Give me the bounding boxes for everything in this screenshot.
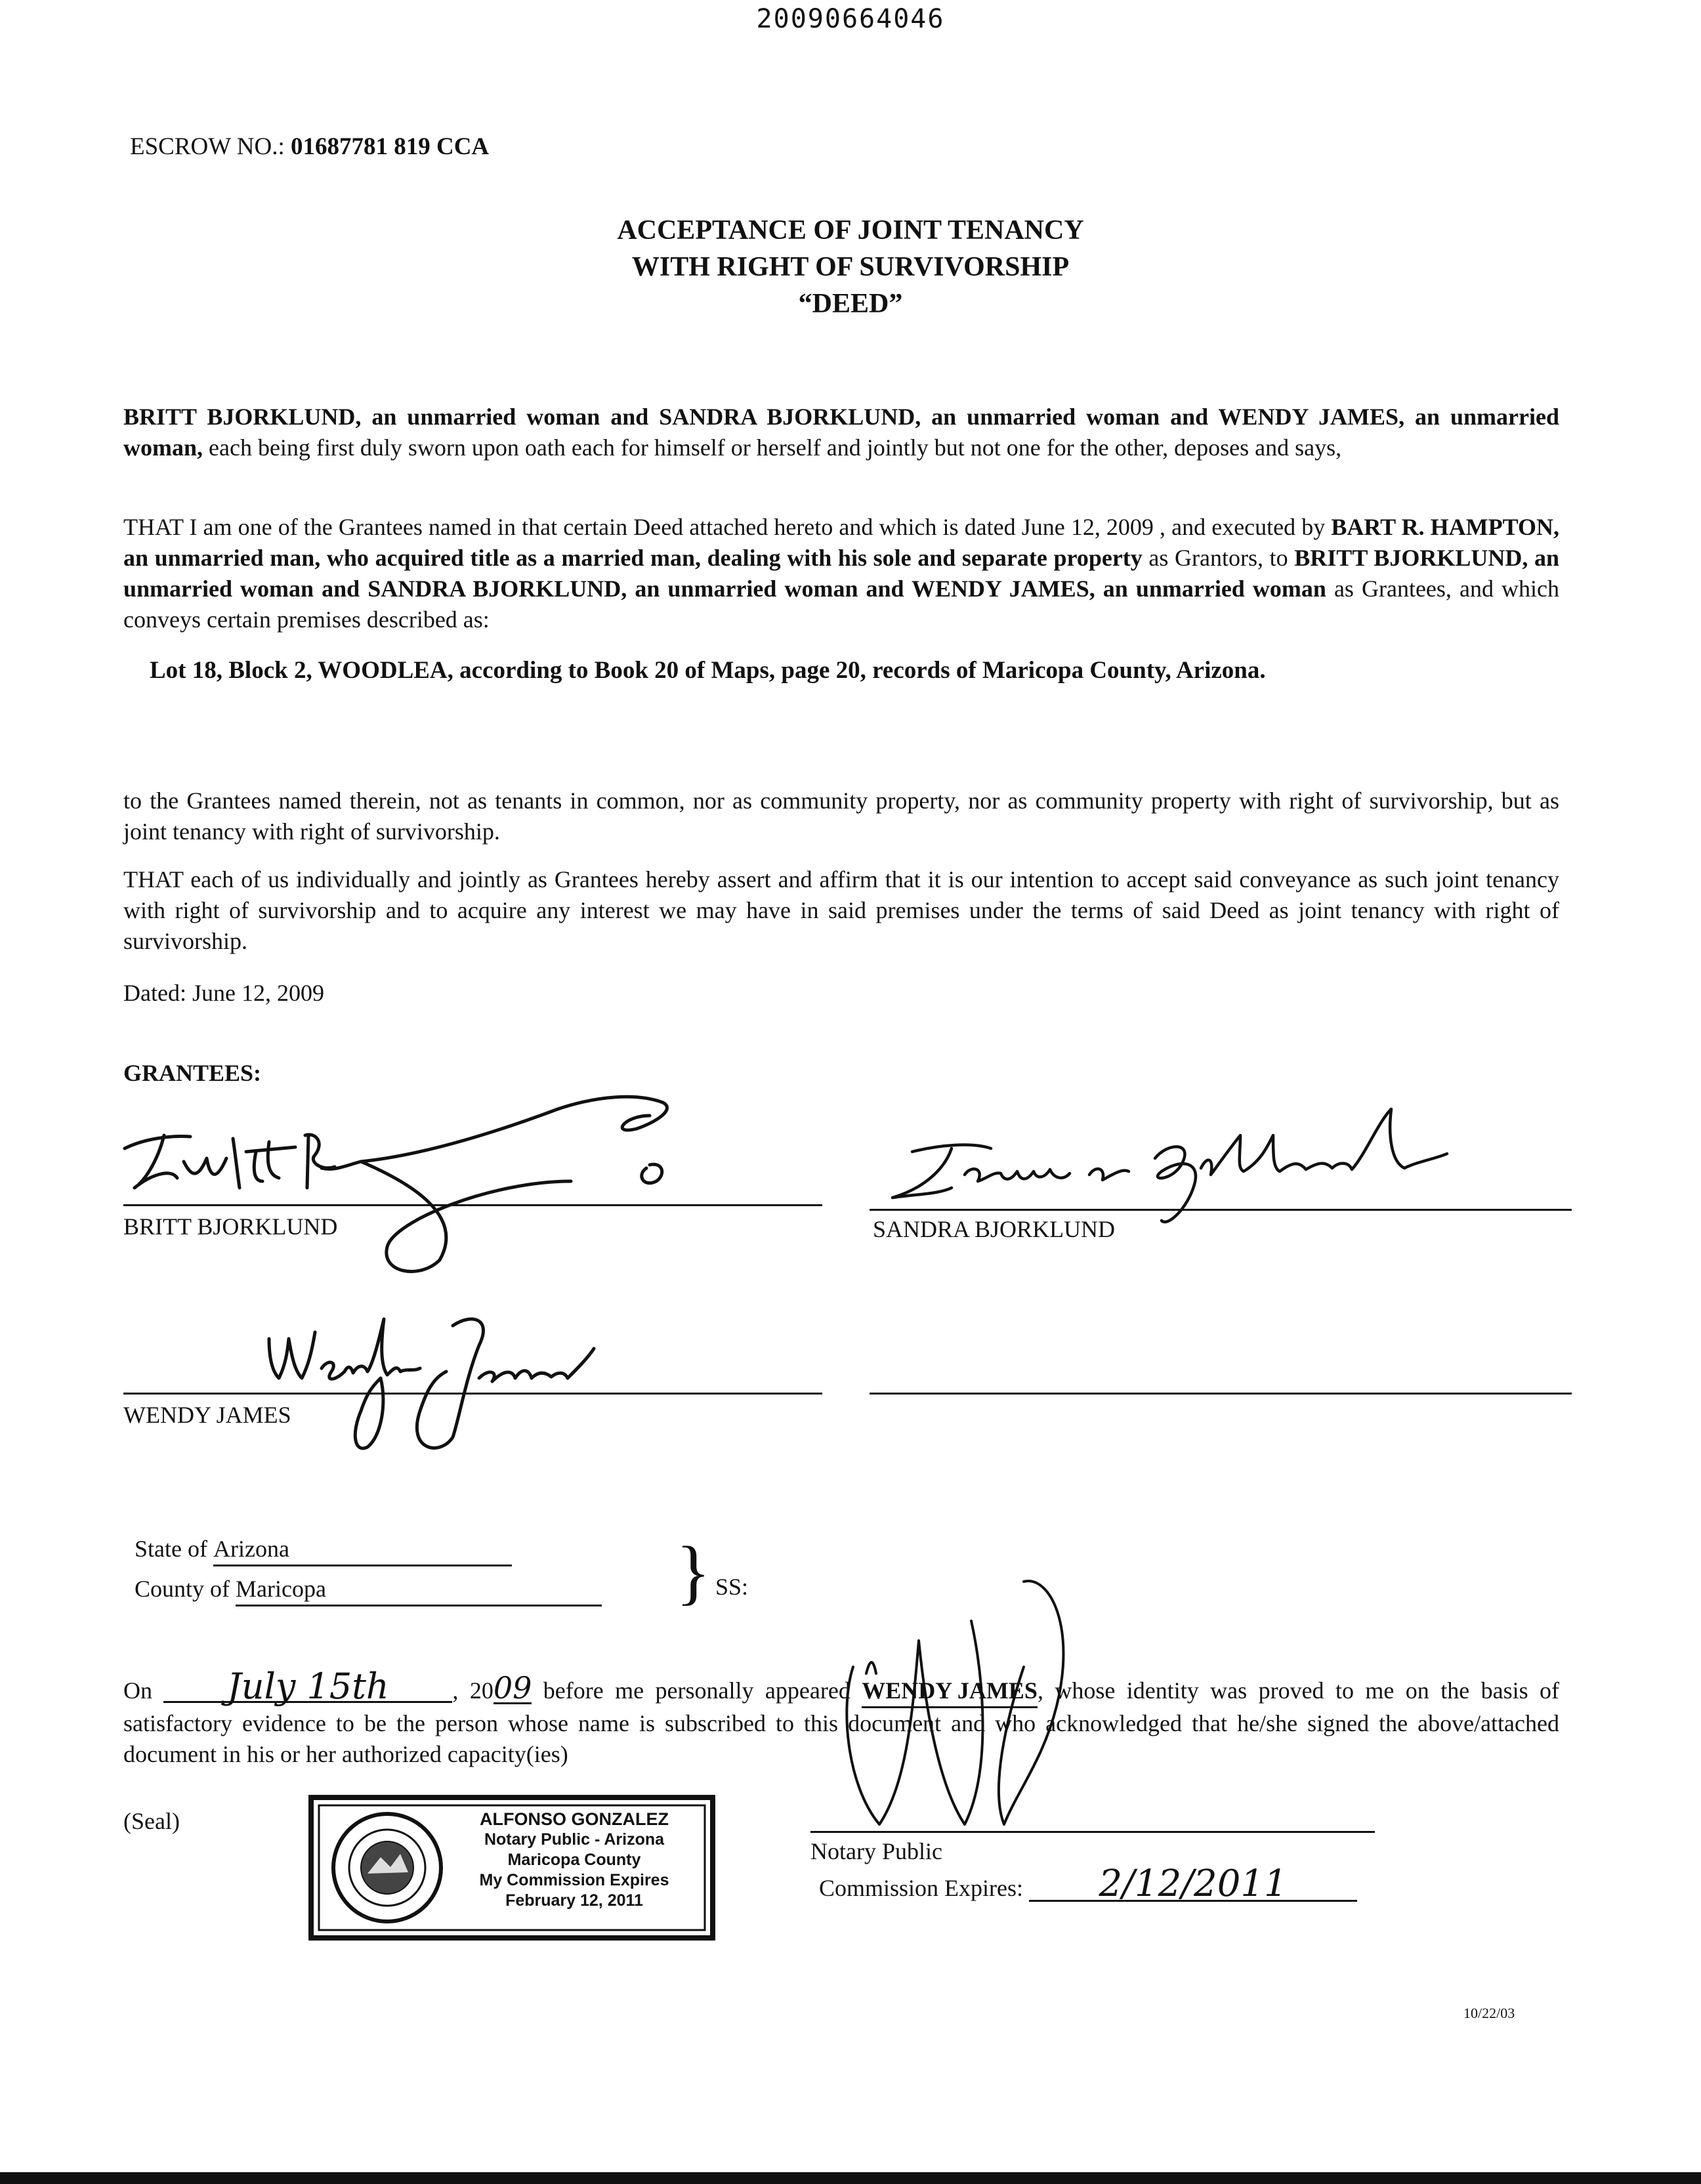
- paragraph-1-text: each being first duly sworn upon oath each for himself or herself and jointly but not one for the other, deposes and says,: [203, 434, 1342, 461]
- paragraph-4: THAT each of us individually and jointly as Grantees hereby assert and affirm that it is our intention to accept said conveyance as such joint tenancy with right of survivorship and to acquire any interest we may have in said premises under the terms of said Deed as joint tenancy with right of survivorship.: [123, 866, 1559, 954]
- venue-county-line: [135, 1574, 602, 1606]
- legal-description: Lot 18, Block 2, WOODLEA, according to Book 20 of Maps, page 20, records of Maricopa County, Arizona.: [150, 657, 1266, 684]
- signature-sandra-image: [873, 1096, 1450, 1260]
- venue-ss: SS:: [715, 1574, 749, 1600]
- title-line-1: ACCEPTANCE OF JOINT TENANCY: [617, 215, 1084, 245]
- paragraph-1: [123, 402, 1559, 463]
- stamp-commission-date: February 12, 2011: [505, 1891, 643, 1910]
- notary-signature-line: [810, 1831, 1375, 1833]
- ack-name: WENDY JAMES: [862, 1675, 1038, 1708]
- notary-signature-image: [827, 1575, 1129, 1838]
- signature-britt-image: [98, 1089, 755, 1280]
- title-line-2: WITH RIGHT OF SURVIVORSHIP: [631, 252, 1070, 282]
- notary-public-label: Notary Public: [810, 1838, 942, 1864]
- paragraph-2: [123, 512, 1559, 635]
- commission-expires-date: 2/12/2011: [1029, 1868, 1357, 1902]
- signature-wendy-image: [256, 1306, 597, 1457]
- stamp-commission-label: My Commission Expires: [479, 1871, 669, 1889]
- document-title: [0, 212, 1701, 322]
- form-code: 10/22/03: [1463, 2005, 1515, 2021]
- grantees-heading: GRANTEES:: [123, 1060, 262, 1086]
- ack-date-handwritten: July 15th: [163, 1672, 452, 1703]
- venue-state-line: [135, 1534, 512, 1566]
- signature-line-blank: [870, 1393, 1572, 1395]
- venue-brace: }: [676, 1532, 711, 1612]
- recording-number: 20090664046: [756, 4, 945, 34]
- venue-county-value: Maricopa: [236, 1574, 602, 1606]
- notary-stamp-text: [446, 1809, 702, 1911]
- signature-label-sandra: SANDRA BJORKLUND: [873, 1216, 1116, 1242]
- seal-label: (Seal): [123, 1808, 180, 1834]
- title-line-3: “DEED”: [798, 289, 903, 319]
- signature-label-britt: BRITT BJORKLUND: [123, 1213, 338, 1240]
- paragraph-1-parties: BRITT BJORKLUND, an unmarried woman and SANDRA BJORKLUND, an unmarried woman and WENDY JAMES, an unmarried woman,: [123, 404, 1559, 461]
- scan-border: [0, 2172, 1701, 2184]
- ack-text-2: , whose identity was proved to me on the basis of satisfactory evidence to be the person whose name is subscribed to this document and who acknowledged that he/she signed the above/attached document in his or her authorized capacity(ies): [123, 1677, 1560, 1767]
- venue-state-value: Arizona: [213, 1534, 512, 1566]
- ack-year-prefix: , 20: [452, 1677, 494, 1704]
- venue-state-label: State of: [135, 1536, 213, 1562]
- paragraph-2-grantor: BART R. HAMPTON, an unmarried man, who acquired title as a married man, dealing with his sole and separate property: [123, 514, 1560, 571]
- escrow-number: 01687781 819 CCA: [290, 133, 490, 160]
- paragraph-3: to the Grantees named therein, not as tenants in common, nor as community property, nor as community property with right of survivorship, but as joint tenancy with right of survivorship.: [123, 788, 1559, 845]
- ack-year-handwritten: 09: [493, 1670, 532, 1706]
- venue-county-label: County of: [135, 1576, 236, 1602]
- ack-text-1: before me personally appeared: [532, 1677, 862, 1704]
- paragraph-2-part-1: THAT I am one of the Grantees named in that certain Deed attached hereto and which is dated June 12, 2009 , and executed by: [123, 514, 1332, 540]
- paragraph-2-part-2: as Grantors, to: [1142, 545, 1295, 571]
- commission-expires-line: [819, 1862, 1357, 1905]
- escrow-line: [130, 131, 489, 162]
- stamp-county: Maricopa County: [507, 1851, 641, 1869]
- commission-expires-label: Commission Expires:: [819, 1875, 1024, 1901]
- dated-line: Dated: June 12, 2009: [123, 980, 324, 1006]
- signature-label-wendy: WENDY JAMES: [123, 1402, 291, 1428]
- ack-on: On: [123, 1677, 152, 1704]
- stamp-title: Notary Public - Arizona: [484, 1830, 665, 1849]
- escrow-label: ESCROW NO.:: [130, 133, 285, 160]
- stamp-name: ALFONSO GONZALEZ: [480, 1809, 669, 1829]
- paragraph-2-part-3: as Grantees, and which conveys certain premises described as:: [123, 576, 1559, 633]
- paragraph-2-grantees: BRITT BJORKLUND, an unmarried woman and SANDRA BJORKLUND, an unmarried woman and WENDY JAMES, an unmarried woman: [123, 545, 1559, 602]
